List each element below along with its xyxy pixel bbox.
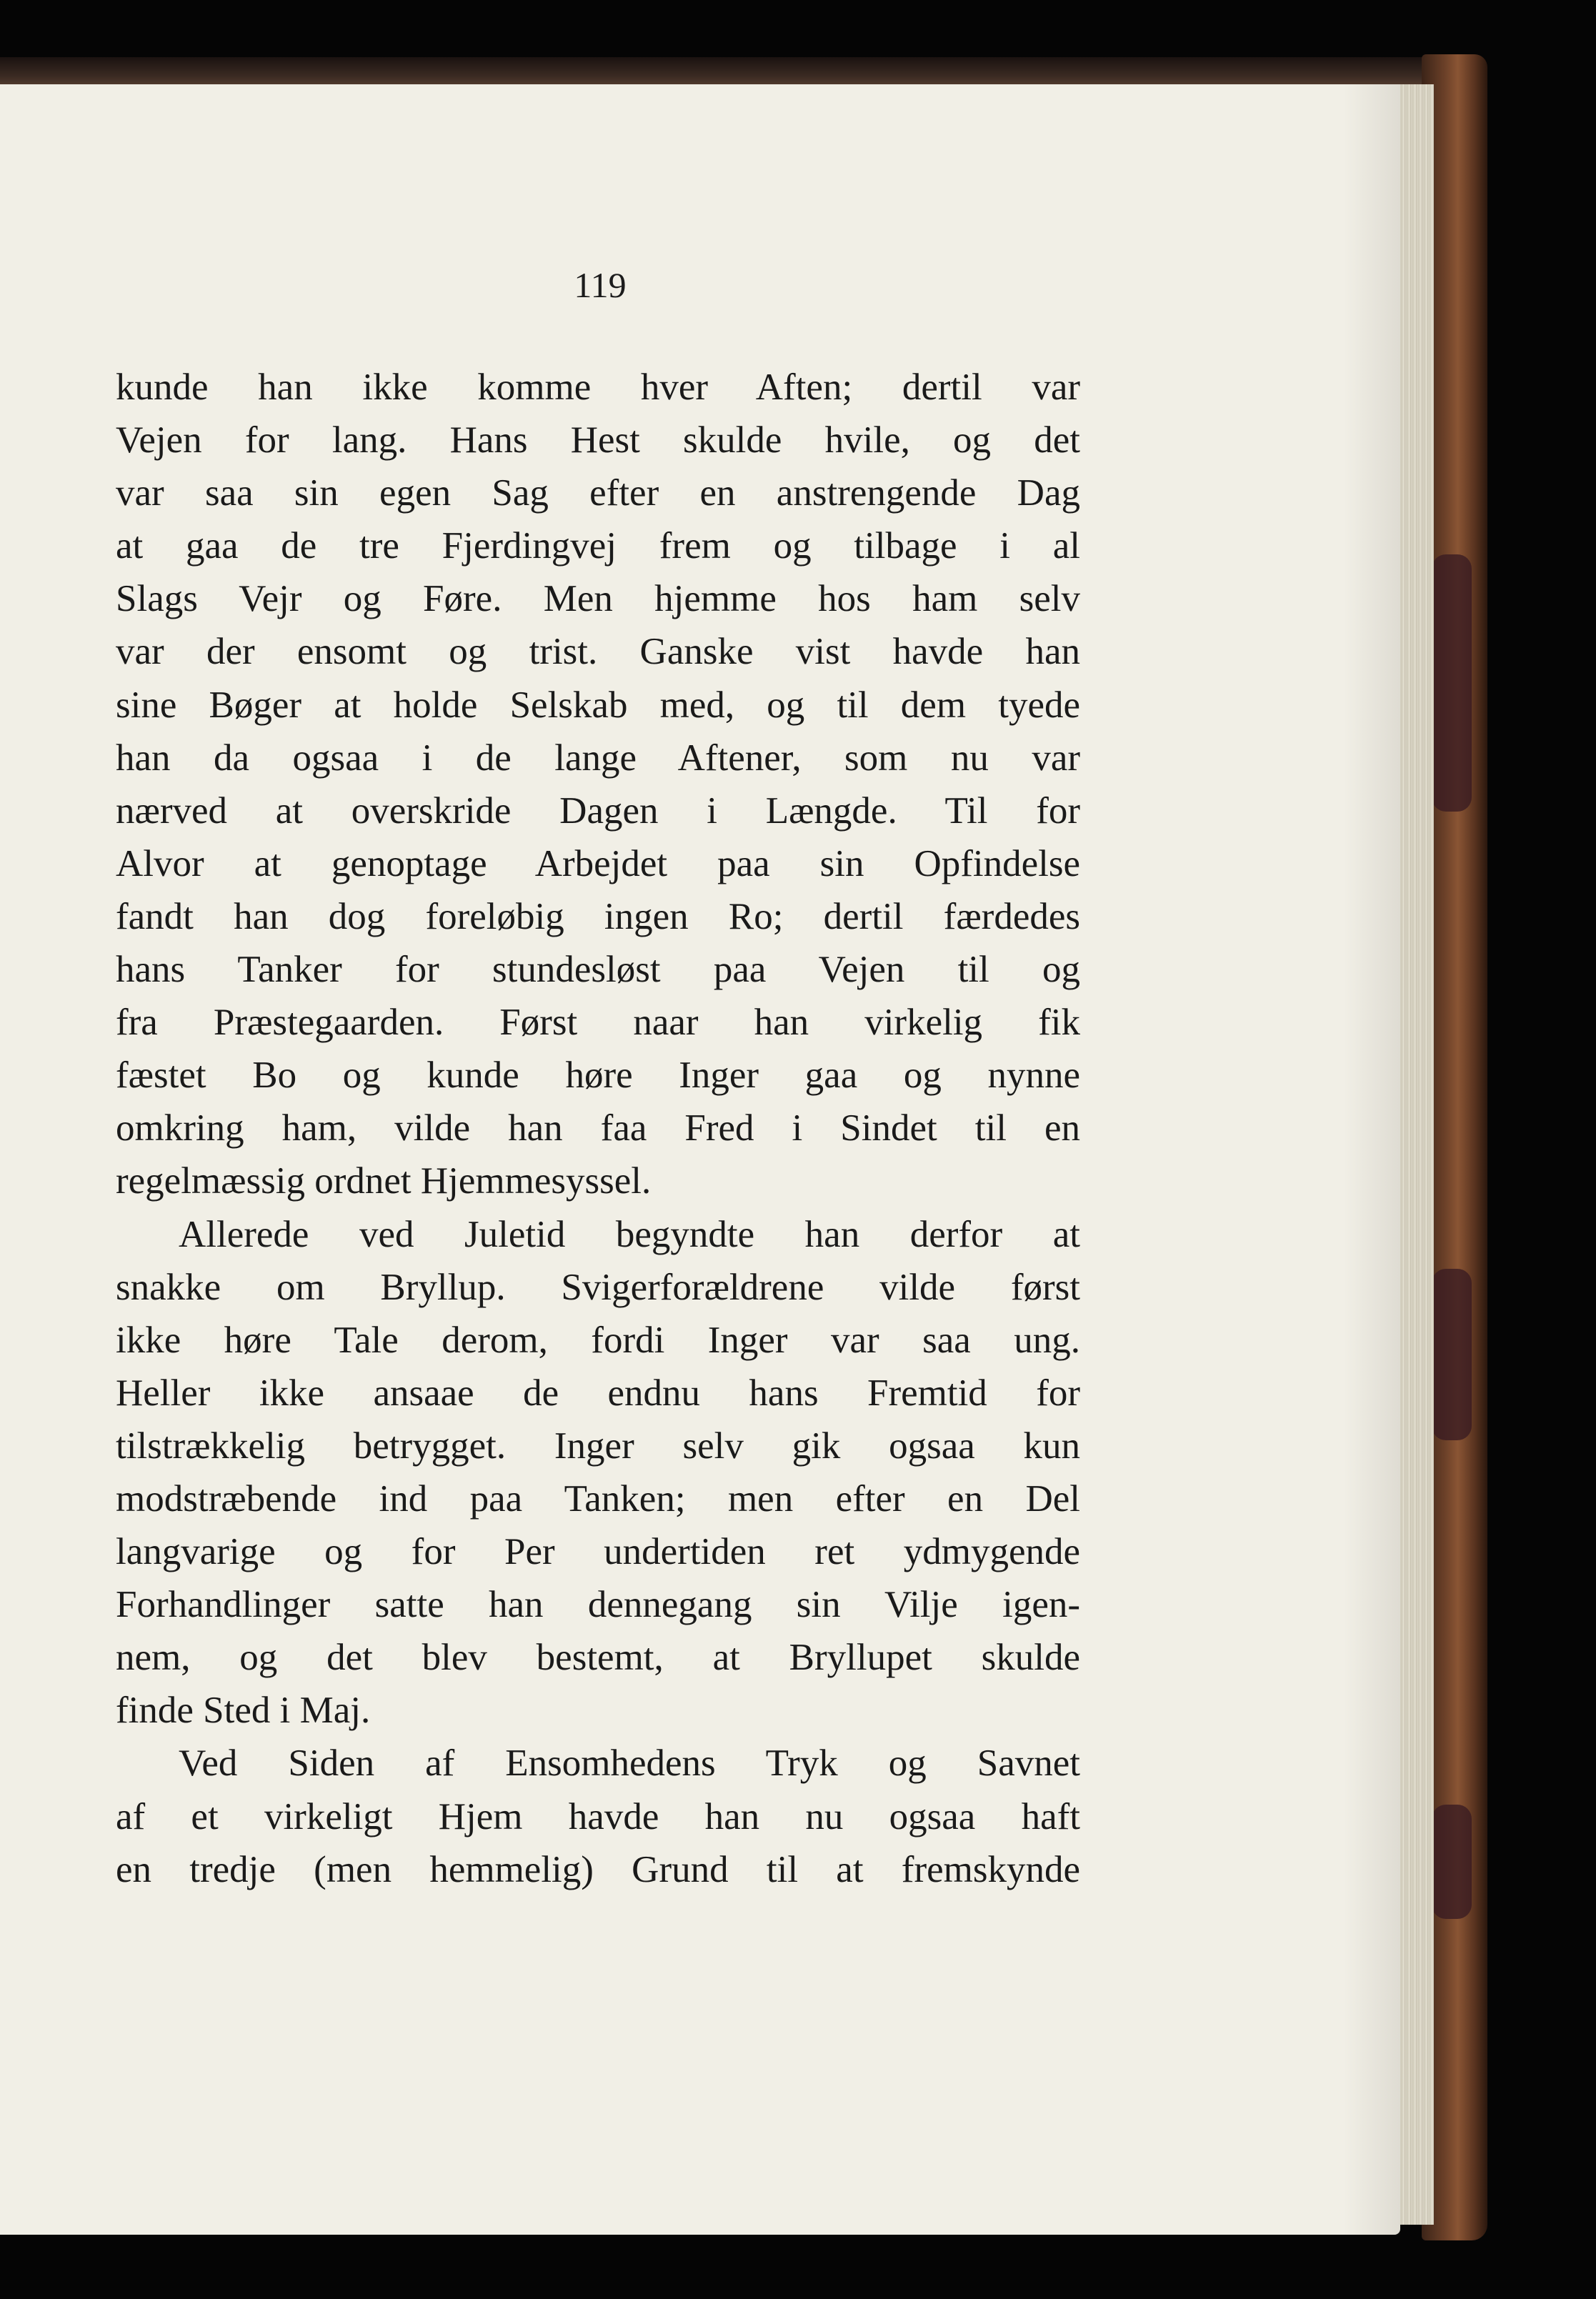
text-line: kunde han ikke komme hver Aften; dertil var — [116, 366, 1080, 408]
text-line: Forhandlinger satte han dennegang sin Vilje igen- — [116, 1584, 1080, 1626]
text-line: nem, og det blev bestemt, at Bryllupet skulde — [116, 1637, 1080, 1679]
text-line: han da ogsaa i de lange Aftener, som nu var — [116, 737, 1080, 779]
cover-wear-mark — [1432, 1805, 1472, 1919]
text-line: modstræbende ind paa Tanken; men efter en Del — [116, 1477, 1080, 1520]
text-line: hans Tanker for stundesløst paa Vejen til og — [116, 949, 1080, 991]
text-line: var der ensomt og trist. Ganske vist havde han — [116, 631, 1080, 673]
text-line: omkring ham, vilde han faa Fred i Sindet til en — [116, 1107, 1080, 1150]
text-line: Allerede ved Juletid begyndte han derfor at — [179, 1213, 1080, 1255]
text-line: fæstet Bo og kunde høre Inger gaa og nynne — [116, 1054, 1080, 1097]
text-line: at gaa de tre Fjerdingvej frem og tilbage i al — [116, 525, 1080, 567]
text-line: fra Præstegaarden. Først naar han virkelig fik — [116, 1002, 1080, 1044]
text-line: tilstrækkelig betrygget. Inger selv gik ogsaa kun — [116, 1425, 1080, 1467]
cover-wear-mark — [1432, 554, 1472, 812]
text-line: Heller ikke ansaae de endnu hans Fremtid for — [116, 1372, 1080, 1414]
cover-wear-mark — [1432, 1269, 1472, 1440]
text-line: regelmæssig ordnet Hjemmesyssel. — [116, 1160, 652, 1202]
text-line: sine Bøger at holde Selskab med, og til dem tyede — [116, 684, 1080, 726]
text-line: af et virkeligt Hjem havde han nu ogsaa haft — [116, 1795, 1080, 1837]
text-line: finde Sted i Maj. — [116, 1690, 371, 1732]
text-line: en tredje (men hemmelig) Grund til at fremskynde — [116, 1848, 1080, 1890]
text-line: Slags Vejr og Føre. Men hjemme hos ham selv — [116, 578, 1080, 620]
text-line: Ved Siden af Ensomhedens Tryk og Savnet — [179, 1742, 1080, 1785]
text-line: langvarige og for Per undertiden ret ydmygende — [116, 1531, 1080, 1573]
text-line: Alvor at genoptage Arbejdet paa sin Opfindelse — [116, 842, 1080, 884]
page-gutter-shadow — [1343, 84, 1400, 2235]
text-line: Vejen for lang. Hans Hest skulde hvile, og det — [116, 419, 1080, 462]
text-line: snakke om Bryllup. Svigerforældrene vilde først — [116, 1266, 1080, 1308]
text-line: ikke høre Tale derom, fordi Inger var saa ung. — [116, 1319, 1080, 1361]
text-line: nærved at overskride Dagen i Længde. Til for — [116, 789, 1080, 832]
text-line: var saa sin egen Sag efter en anstrengende Dag — [116, 472, 1080, 514]
text-line: fandt han dog foreløbig ingen Ro; dertil færdedes — [116, 895, 1080, 937]
body-text — [116, 361, 1080, 1896]
page-number: 119 — [574, 265, 627, 305]
